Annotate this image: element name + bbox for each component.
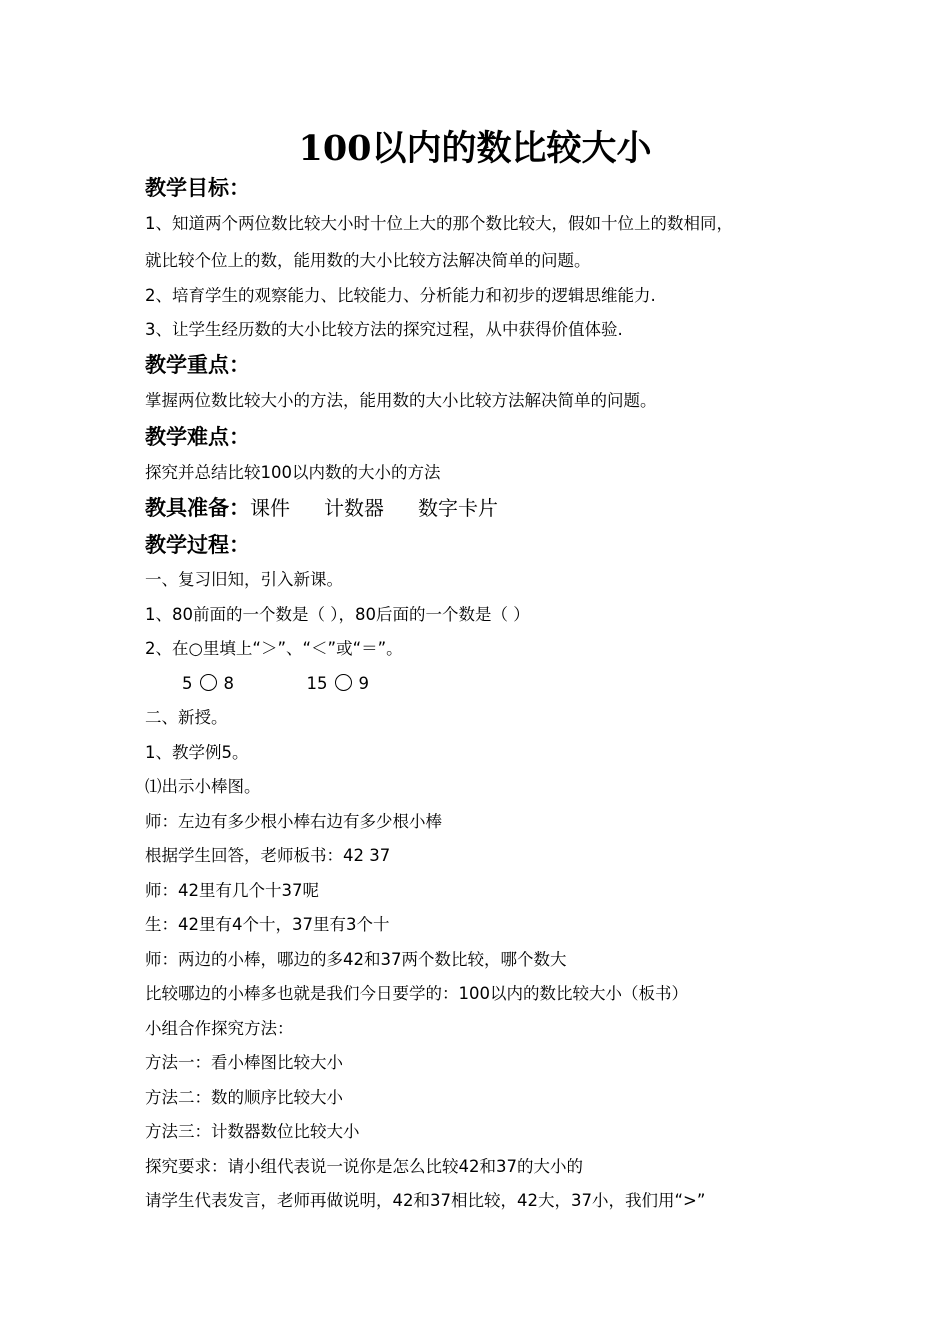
process-line: 请学生代表发言，老师再做说明，42和37相比较，42大，37小，我们用“>” [145,1191,706,1210]
process-line: 方法三：计数器数位比较大小 [145,1122,360,1141]
key-heading: 教学重点： [145,353,250,377]
objectives-heading: 教学目标： [145,176,250,200]
process-line: 生：42里有4个十，37里有3个十 [145,915,390,934]
objective-line-1: 1、知道两个两位数比较大小时十位上大的那个数比较大，假如十位上的数相同， [145,214,733,233]
tools-line [145,494,498,522]
circle-blank-icon [335,674,352,691]
circle-blank-icon [200,674,217,691]
difficulty-text: 探究并总结比较100以内数的大小的方法 [145,463,441,482]
compare-line [182,672,369,696]
compare-b-right: 9 [358,674,369,693]
tool-counter: 计数器 [324,496,384,520]
compare-b-left: 15 [306,674,328,693]
review-title: 一、复习旧知，引入新课。 [145,570,343,589]
process-line: 师：两边的小棒，哪边的多42和37两个数比较，哪个数大 [145,950,567,969]
process-line: 方法二：数的顺序比较大小 [145,1088,343,1107]
process-line: 师：左边有多少根小棒右边有多少根小棒 [145,812,442,831]
objective-line-3: 2、培育学生的观察能力、比较能力、分析能力和初步的逻辑思维能力. [145,286,656,305]
process-line: ⑴出示小棒图。 [145,777,261,796]
tool-number-cards: 数字卡片 [418,496,498,520]
objective-line-2: 就比较个位上的数，能用数的大小比较方法解决简单的问题。 [145,251,591,270]
difficulty-heading: 教学难点： [145,425,250,449]
process-line: 1、教学例5。 [145,743,249,762]
compare-a-right: 8 [223,674,234,693]
tools-heading: 教具准备： [145,496,250,520]
compare-a-left: 5 [182,674,193,693]
process-line: 根据学生回答，老师板书：42 37 [145,846,391,865]
process-line: 方法一：看小棒图比较大小 [145,1053,343,1072]
process-line: 小组合作探究方法： [145,1019,294,1038]
process-heading: 教学过程： [145,533,250,557]
tool-courseware: 课件 [250,496,290,520]
new-lesson-title: 二、新授。 [145,708,228,727]
document-title: 100以内的数比较大小 [298,128,652,169]
process-line: 比较哪边的小棒多也就是我们今日要学的：100以内的数比较大小（板书） [145,984,688,1003]
review-question-2: 2、在○里填上“＞”、“＜”或“＝”。 [145,639,403,658]
process-line: 师：42里有几个十37呢 [145,881,319,900]
process-line: 探究要求：请小组代表说一说你是怎么比较42和37的大小的 [145,1157,583,1176]
key-text: 掌握两位数比较大小的方法，能用数的大小比较方法解决简单的问题。 [145,391,657,410]
review-question-1: 1、80前面的一个数是（ ），80后面的一个数是（ ） [145,605,530,624]
objective-line-4: 3、让学生经历数的大小比较方法的探究过程，从中获得价值体验. [145,320,623,339]
